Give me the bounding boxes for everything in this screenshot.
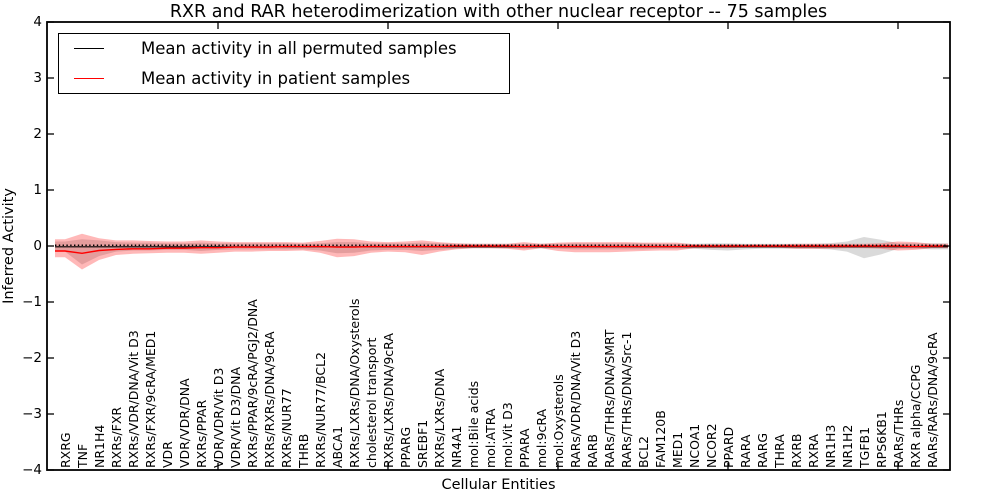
x-category-label: RXRs/VDR/DNA/Vit D3 <box>125 330 141 468</box>
x-category-label: RXRs/FXR <box>108 406 124 468</box>
permuted-line-swatch <box>74 48 104 49</box>
y-tick-label: −1 <box>22 294 42 310</box>
x-category-label: ABCA1 <box>329 425 345 468</box>
x-category-label: BCL2 <box>635 435 651 468</box>
x-category-label: TGFB1 <box>856 426 872 468</box>
x-category-label: RARs/RARs/DNA/9cRA <box>924 332 940 468</box>
legend-label-patient: Mean activity in patient samples <box>141 69 411 88</box>
x-category-label: SREBF1 <box>414 419 430 468</box>
x-category-label: VDR <box>159 441 175 468</box>
x-category-label: VDR/Vit D3/DNA <box>227 366 243 468</box>
x-category-label: NR4A1 <box>448 425 464 468</box>
y-tick-label: −2 <box>22 350 42 366</box>
legend-label-permuted: Mean activity in all permuted samples <box>141 39 457 58</box>
x-category-label: RARs/THRs/DNA/Src-1 <box>618 331 634 468</box>
x-category-label: RXRB <box>788 433 804 468</box>
x-category-label: RARB <box>584 434 600 468</box>
x-category-label: mol:9cRA <box>533 408 549 468</box>
x-category-label: NR1H3 <box>822 424 838 468</box>
x-axis-label: Cellular Entities <box>441 477 556 493</box>
x-category-label: NR1H2 <box>839 424 855 468</box>
x-category-label: RXRs/NUR77 <box>278 388 294 468</box>
x-category-label: RXRs/PPAR <box>193 399 209 468</box>
patient-std-band <box>55 234 948 270</box>
y-tick-label: 3 <box>33 70 42 86</box>
x-category-label: NCOA1 <box>686 423 702 468</box>
x-category-label: PPARG <box>397 426 413 468</box>
x-category-label: mol:Oxysterols <box>550 374 566 468</box>
y-tick-label: 2 <box>33 126 42 142</box>
x-category-label: RARs/VDR/DNA/Vit D3 <box>567 330 583 468</box>
x-category-label: RARs/THRs <box>890 399 906 468</box>
legend-entry-patient <box>59 68 509 90</box>
x-category-label: PPARA <box>516 428 532 468</box>
legend <box>58 33 510 94</box>
legend-entry-permuted <box>59 38 509 60</box>
x-category-label: NCOR2 <box>703 423 719 468</box>
x-category-label: TNF <box>74 443 90 468</box>
x-category-label: THRA <box>771 434 787 468</box>
y-tick-label: −3 <box>22 406 42 422</box>
x-category-label: RARs/THRs/DNA/SMRT <box>601 329 617 468</box>
x-category-label: RXRs/NUR77/BCL2 <box>312 352 328 468</box>
y-axis-label: Inferred Activity <box>1 188 17 304</box>
x-category-label: MED1 <box>669 431 685 468</box>
x-category-label: NR1H4 <box>91 424 107 468</box>
chart-title: RXR and RAR heterodimerization with other nuclear receptor -- 75 samples <box>169 2 828 22</box>
x-category-label: RXRs/PPAR/9cRA/PGJ2/DNA <box>244 299 260 468</box>
x-category-label: mol:Bile acids <box>465 380 481 468</box>
x-category-label: RXRs/RXRs/DNA/9cRA <box>261 331 277 468</box>
x-category-label: RXRs/LXRs/DNA/Oxysterols <box>346 298 362 468</box>
x-category-label: RXRs/FXR/9cRA/MED1 <box>142 330 158 468</box>
x-category-label: RARG <box>754 432 770 468</box>
x-category-label: RARA <box>737 434 753 468</box>
x-category-label: RXRs/LXRs/DNA/9cRA <box>380 333 396 468</box>
x-category-label: VDR/VDR/Vit D3 <box>210 367 226 468</box>
x-category-label: PPARD <box>720 426 736 468</box>
x-category-label: THRB <box>295 433 311 468</box>
x-category-label: RXRA <box>805 434 821 468</box>
x-category-label: cholesterol transport <box>363 337 379 468</box>
x-category-label: mol:Vit D3 <box>499 402 515 468</box>
x-category-label: RXR alpha/CCPG <box>907 364 923 468</box>
x-category-label: RPS6KB1 <box>873 411 889 468</box>
x-category-label: RXRG <box>57 432 73 468</box>
y-tick-label: 4 <box>33 14 42 30</box>
x-category-label: VDR/VDR/DNA <box>176 378 192 468</box>
y-tick-label: 1 <box>33 182 42 198</box>
y-tick-label: −4 <box>22 462 42 478</box>
y-tick-label: 0 <box>33 238 42 254</box>
x-category-label: mol:ATRA <box>482 408 498 468</box>
x-category-label: FAM120B <box>652 410 668 468</box>
patient-line-swatch <box>74 78 104 79</box>
x-category-label: RXRs/LXRs/DNA <box>431 368 447 468</box>
